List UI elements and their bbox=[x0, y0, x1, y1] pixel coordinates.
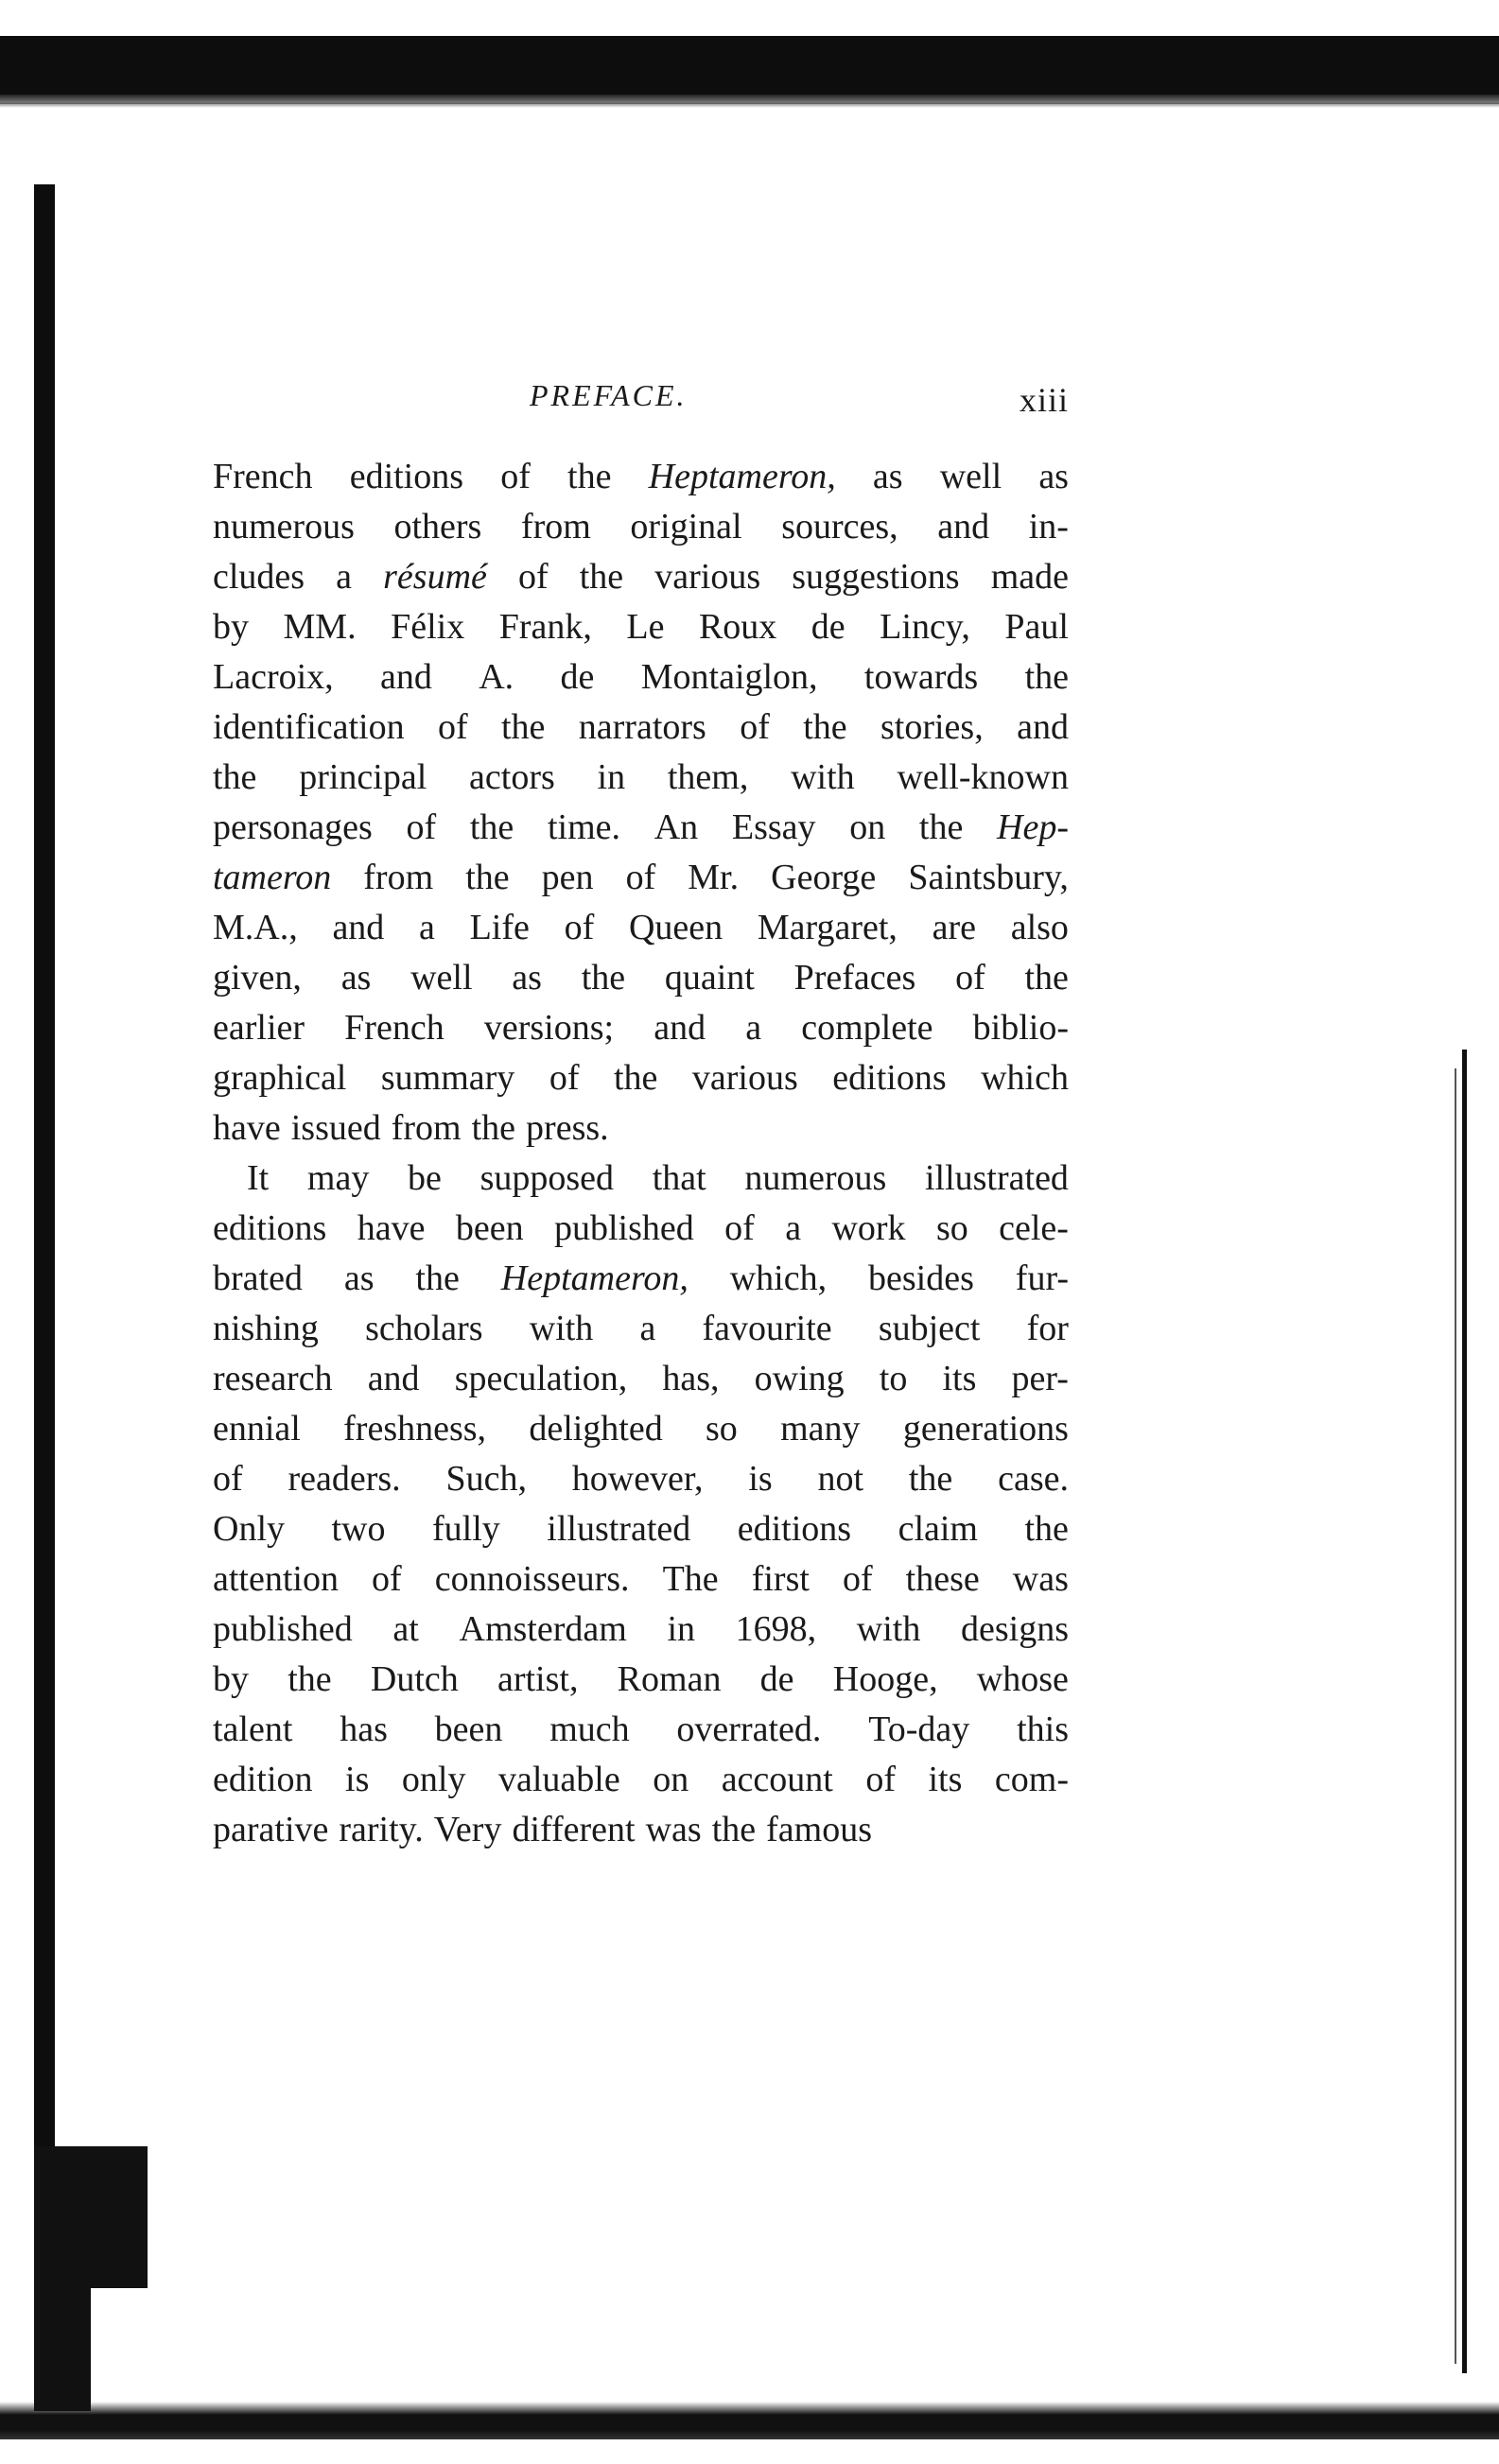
scan-border-top-edge bbox=[0, 95, 1499, 108]
word: fully bbox=[432, 1509, 500, 1549]
word: been bbox=[455, 1208, 524, 1248]
word: a bbox=[336, 557, 353, 597]
text-line bbox=[213, 1504, 1069, 1554]
text-line bbox=[213, 1805, 1069, 1855]
word: Hooge, bbox=[832, 1659, 938, 1699]
word: of bbox=[213, 1459, 243, 1499]
word: fur- bbox=[1015, 1258, 1069, 1298]
word: per- bbox=[1011, 1359, 1069, 1398]
word: Prefaces bbox=[793, 958, 916, 998]
word: time. bbox=[548, 807, 621, 847]
word: earlier bbox=[213, 1008, 305, 1048]
word: in bbox=[667, 1609, 695, 1649]
word: press. bbox=[526, 1108, 609, 1148]
text-line bbox=[213, 1755, 1069, 1805]
word: identification bbox=[213, 707, 405, 747]
word: Only bbox=[213, 1509, 285, 1549]
word: M.A., bbox=[213, 908, 298, 947]
word: scholars bbox=[365, 1309, 483, 1348]
text-line bbox=[213, 1404, 1069, 1454]
word: by bbox=[213, 607, 249, 647]
word: numerous bbox=[213, 507, 355, 547]
word: claim bbox=[898, 1509, 978, 1549]
word: ennial bbox=[213, 1409, 301, 1449]
word: have bbox=[357, 1208, 426, 1248]
word: has bbox=[340, 1709, 388, 1749]
word: its bbox=[928, 1760, 963, 1799]
word: numerous bbox=[744, 1158, 887, 1198]
word: in bbox=[597, 757, 626, 797]
page-header bbox=[213, 378, 1069, 435]
word: be bbox=[408, 1158, 442, 1198]
word: designs bbox=[960, 1609, 1069, 1649]
word: made bbox=[990, 557, 1069, 597]
word: different bbox=[512, 1810, 636, 1849]
word: It bbox=[247, 1158, 270, 1198]
word: on bbox=[653, 1760, 689, 1799]
word: summary bbox=[380, 1058, 515, 1098]
word: Saintsbury, bbox=[908, 858, 1069, 897]
word: edition bbox=[213, 1760, 313, 1799]
word: a bbox=[639, 1309, 656, 1348]
word: and bbox=[332, 908, 385, 947]
word: readers. bbox=[288, 1459, 401, 1499]
word: as bbox=[872, 457, 903, 496]
running-head: PREFACE. bbox=[530, 378, 688, 412]
word: Heptameron, bbox=[648, 457, 836, 496]
word: are bbox=[932, 908, 977, 947]
word: tameron bbox=[213, 858, 332, 897]
word: To-day bbox=[868, 1709, 970, 1749]
word: complete bbox=[801, 1008, 933, 1048]
word: account bbox=[721, 1760, 833, 1799]
word: Le bbox=[626, 607, 665, 647]
word: George bbox=[771, 858, 877, 897]
word: editions bbox=[737, 1509, 852, 1549]
word: work bbox=[831, 1208, 906, 1248]
word: Very bbox=[433, 1810, 502, 1849]
word: subject bbox=[878, 1309, 981, 1348]
word: Lacroix, bbox=[213, 657, 334, 697]
word: the bbox=[471, 1108, 516, 1148]
word: the bbox=[213, 757, 257, 797]
word: Roman bbox=[617, 1659, 722, 1699]
word: Queen bbox=[628, 908, 723, 947]
word: well bbox=[939, 457, 1002, 496]
word: cludes bbox=[213, 557, 305, 597]
word: the bbox=[500, 707, 546, 747]
scan-border-right-thin bbox=[1455, 1068, 1456, 2364]
word: and bbox=[380, 657, 432, 697]
word: of bbox=[865, 1760, 896, 1799]
word: so bbox=[706, 1409, 738, 1449]
word: also bbox=[1010, 908, 1069, 947]
word: com- bbox=[994, 1760, 1069, 1799]
word: suggestions bbox=[792, 557, 960, 597]
word: this bbox=[1017, 1709, 1069, 1749]
word: supposed bbox=[479, 1158, 615, 1198]
word: of bbox=[518, 557, 549, 597]
word: from bbox=[520, 507, 591, 547]
word: that bbox=[652, 1158, 706, 1198]
word: parative bbox=[213, 1810, 329, 1849]
word: various bbox=[654, 557, 761, 597]
text-line bbox=[213, 1304, 1069, 1354]
word: has, bbox=[662, 1359, 720, 1398]
word: to bbox=[879, 1359, 908, 1398]
paragraph bbox=[213, 452, 1069, 1154]
word: original bbox=[630, 507, 742, 547]
word: the bbox=[918, 807, 964, 847]
word: of bbox=[500, 457, 531, 496]
word: of bbox=[955, 958, 985, 998]
word: connoisseurs. bbox=[434, 1559, 630, 1599]
word: pen bbox=[541, 858, 594, 897]
word: others bbox=[393, 507, 482, 547]
word: issued bbox=[290, 1108, 381, 1148]
word: versions; bbox=[483, 1008, 615, 1048]
word: well-known bbox=[897, 757, 1069, 797]
word: Roux bbox=[698, 607, 777, 647]
text-line bbox=[213, 502, 1069, 552]
word: research bbox=[213, 1359, 333, 1398]
word: brated bbox=[213, 1258, 303, 1298]
word: actors bbox=[469, 757, 555, 797]
word: with bbox=[529, 1309, 594, 1348]
word: nishing bbox=[213, 1309, 319, 1348]
word: quaint bbox=[664, 958, 755, 998]
word: cele- bbox=[999, 1208, 1069, 1248]
scan-border-right bbox=[1462, 1050, 1467, 2373]
word: may bbox=[306, 1158, 370, 1198]
word: have bbox=[213, 1108, 281, 1148]
word: de bbox=[759, 1659, 794, 1699]
word: illustrated bbox=[547, 1509, 691, 1549]
word: and bbox=[367, 1359, 420, 1398]
word: a bbox=[745, 1008, 762, 1048]
word: as bbox=[340, 958, 372, 998]
word: owing bbox=[754, 1359, 845, 1398]
text-line bbox=[213, 703, 1069, 753]
word: towards bbox=[863, 657, 979, 697]
text-line bbox=[213, 1254, 1069, 1304]
word: de bbox=[560, 657, 595, 697]
text-line bbox=[213, 903, 1069, 953]
word: on bbox=[849, 807, 886, 847]
word: first bbox=[751, 1559, 810, 1599]
word: favourite bbox=[702, 1309, 832, 1348]
text-line bbox=[213, 1454, 1069, 1504]
word: so bbox=[935, 1208, 968, 1248]
word: as bbox=[512, 958, 542, 998]
text-line bbox=[213, 953, 1069, 1003]
word: rarity. bbox=[339, 1810, 424, 1849]
text-line bbox=[213, 602, 1069, 652]
word: generations bbox=[902, 1409, 1069, 1449]
word: attention bbox=[213, 1559, 339, 1599]
word: Mr. bbox=[688, 858, 740, 897]
word: French bbox=[213, 457, 313, 496]
word: of bbox=[625, 858, 656, 897]
text-line bbox=[213, 1554, 1069, 1605]
text-line bbox=[213, 1003, 1069, 1053]
word: with bbox=[791, 757, 855, 797]
word: as bbox=[1038, 457, 1069, 496]
word: two bbox=[331, 1509, 386, 1549]
word: Dutch bbox=[370, 1659, 459, 1699]
word: these bbox=[905, 1559, 980, 1599]
word: is bbox=[748, 1459, 773, 1499]
page-number: xiii bbox=[1019, 381, 1069, 419]
word: its bbox=[942, 1359, 977, 1398]
word: given, bbox=[213, 958, 302, 998]
word: overrated. bbox=[676, 1709, 822, 1749]
word: the bbox=[908, 1459, 953, 1499]
word: was bbox=[1012, 1559, 1069, 1599]
word: de bbox=[811, 607, 845, 647]
word: only bbox=[401, 1760, 466, 1799]
text-line bbox=[213, 1154, 1069, 1204]
word: from bbox=[391, 1108, 462, 1148]
scan-border-left-block-lower bbox=[34, 2288, 91, 2411]
text-line bbox=[213, 1655, 1069, 1705]
word: been bbox=[434, 1709, 503, 1749]
word: the bbox=[415, 1258, 460, 1298]
word: Hep- bbox=[997, 807, 1069, 847]
word: An bbox=[654, 807, 699, 847]
word: of bbox=[740, 707, 770, 747]
word: the bbox=[1024, 1509, 1069, 1549]
word: them, bbox=[667, 757, 749, 797]
word: Montaiglon, bbox=[640, 657, 818, 697]
word: besides bbox=[868, 1258, 974, 1298]
word: of bbox=[406, 807, 437, 847]
word: Margaret, bbox=[757, 908, 898, 947]
word: case. bbox=[998, 1459, 1069, 1499]
word: Essay bbox=[731, 807, 816, 847]
word: graphical bbox=[213, 1058, 347, 1098]
word: valuable bbox=[497, 1760, 620, 1799]
word: Life bbox=[469, 908, 530, 947]
word: the bbox=[803, 707, 847, 747]
word: 1698, bbox=[735, 1609, 817, 1649]
word: the bbox=[613, 1058, 658, 1098]
word: of bbox=[564, 908, 595, 947]
text-line bbox=[213, 1354, 1069, 1404]
text-line bbox=[213, 1605, 1069, 1655]
word: the bbox=[288, 1659, 332, 1699]
word: sources, bbox=[781, 507, 898, 547]
word: MM. bbox=[283, 607, 357, 647]
scan-border-left-block bbox=[34, 2146, 148, 2288]
word: well bbox=[410, 958, 473, 998]
word: the bbox=[1024, 657, 1069, 697]
word: French bbox=[344, 1008, 444, 1048]
word: whose bbox=[976, 1659, 1069, 1699]
word: Heptameron, bbox=[500, 1258, 688, 1298]
word: speculation, bbox=[454, 1359, 628, 1398]
text-line bbox=[213, 853, 1069, 903]
paragraph bbox=[213, 1154, 1069, 1855]
word: talent bbox=[213, 1709, 293, 1749]
word: The bbox=[662, 1559, 719, 1599]
word: the bbox=[1024, 958, 1069, 998]
text-line bbox=[213, 803, 1069, 853]
scan-border-bottom bbox=[0, 2402, 1499, 2439]
word: of bbox=[842, 1559, 873, 1599]
word: published bbox=[553, 1208, 694, 1248]
word: artist, bbox=[497, 1659, 579, 1699]
word: résumé bbox=[383, 557, 487, 597]
word: Such, bbox=[445, 1459, 527, 1499]
body-text bbox=[213, 452, 1069, 1855]
word: of bbox=[372, 1559, 402, 1599]
word: editions bbox=[213, 1208, 327, 1248]
word: in- bbox=[1028, 507, 1069, 547]
text-line bbox=[213, 552, 1069, 602]
text-line bbox=[213, 1053, 1069, 1103]
word: Félix bbox=[391, 607, 465, 647]
word: and bbox=[1017, 707, 1069, 747]
word: famous bbox=[766, 1810, 873, 1849]
word: editions bbox=[349, 457, 464, 496]
word: of bbox=[437, 707, 468, 747]
word: Lincy, bbox=[880, 607, 970, 647]
word: for bbox=[1026, 1309, 1069, 1348]
word: narrators bbox=[578, 707, 706, 747]
word: a bbox=[785, 1208, 802, 1248]
text-line bbox=[213, 1103, 1069, 1154]
word: Amsterdam bbox=[459, 1609, 627, 1649]
word: the bbox=[579, 557, 624, 597]
word: personages bbox=[213, 807, 373, 847]
word: is bbox=[345, 1760, 370, 1799]
word: principal bbox=[299, 757, 427, 797]
text-line bbox=[213, 652, 1069, 703]
word: a bbox=[419, 908, 435, 947]
word: delighted bbox=[529, 1409, 663, 1449]
word: and bbox=[654, 1008, 706, 1048]
word: editions bbox=[832, 1058, 947, 1098]
word: which, bbox=[729, 1258, 828, 1298]
word: the bbox=[469, 807, 514, 847]
word: biblio- bbox=[972, 1008, 1069, 1048]
word: from bbox=[363, 858, 434, 897]
word: freshness, bbox=[343, 1409, 487, 1449]
word: of bbox=[724, 1208, 755, 1248]
text-line bbox=[213, 1705, 1069, 1755]
word: by bbox=[213, 1659, 249, 1699]
word: with bbox=[856, 1609, 921, 1649]
word: was bbox=[645, 1810, 702, 1849]
word: the bbox=[465, 858, 510, 897]
word: stories, bbox=[880, 707, 984, 747]
word: at bbox=[392, 1609, 419, 1649]
word: illustrated bbox=[924, 1158, 1069, 1198]
text-line bbox=[213, 452, 1069, 502]
word: which bbox=[981, 1058, 1069, 1098]
word: and bbox=[937, 507, 990, 547]
word: much bbox=[549, 1709, 630, 1749]
word: many bbox=[780, 1409, 861, 1449]
word: as bbox=[343, 1258, 375, 1298]
word: however, bbox=[571, 1459, 704, 1499]
word: not bbox=[817, 1459, 864, 1499]
word: of bbox=[549, 1058, 580, 1098]
word: Paul bbox=[1004, 607, 1069, 647]
word: the bbox=[567, 457, 612, 496]
scan-border-left bbox=[34, 184, 55, 2274]
word: various bbox=[691, 1058, 798, 1098]
word: the bbox=[711, 1810, 757, 1849]
word: A. bbox=[479, 657, 514, 697]
text-line bbox=[213, 1204, 1069, 1254]
text-line bbox=[213, 753, 1069, 803]
word: published bbox=[213, 1609, 353, 1649]
word: Frank, bbox=[498, 607, 592, 647]
word: the bbox=[581, 958, 626, 998]
